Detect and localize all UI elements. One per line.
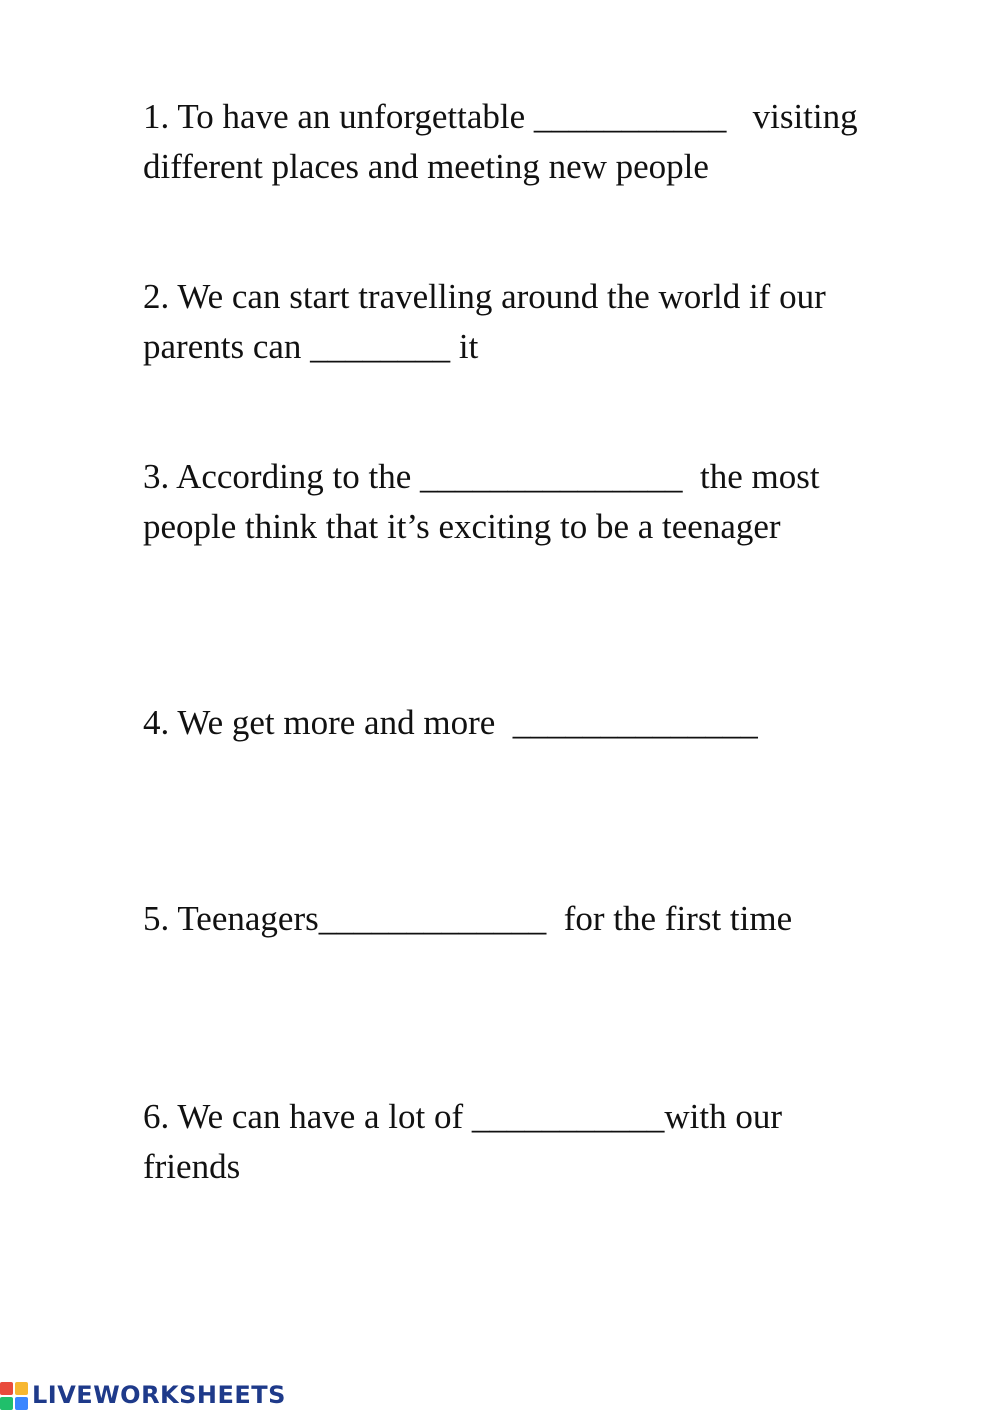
question-2 <box>143 272 943 372</box>
question-6-line-2: friends <box>143 1147 241 1186</box>
question-6-line-1: 6. We can have a lot of ___________with our <box>143 1097 783 1136</box>
liveworksheets-logo-icon <box>0 1380 30 1410</box>
question-5-line-1: 5. Teenagers_____________ for the first time <box>143 899 793 938</box>
question-4-line-1: 4. We get more and more ______________ <box>143 703 758 742</box>
question-2-line-2: parents can ________ it <box>143 327 479 366</box>
brand-name: LIVEWORKSHEETS <box>32 1381 286 1409</box>
question-2-line-1: 2. We can start travelling around the world if our <box>143 277 826 316</box>
question-1-line-2: different places and meeting new people <box>143 147 709 186</box>
question-1 <box>143 92 943 192</box>
question-5 <box>143 894 943 944</box>
question-1-line-1: 1. To have an unforgettable ___________ visiting <box>143 97 858 136</box>
question-4 <box>143 698 943 748</box>
question-6 <box>143 1092 943 1192</box>
liveworksheets-logo[interactable] <box>0 1378 286 1412</box>
question-3-line-2: people think that it’s exciting to be a teenager <box>143 507 781 546</box>
question-3 <box>143 452 943 552</box>
question-3-line-1: 3. According to the _______________ the most <box>143 457 820 496</box>
